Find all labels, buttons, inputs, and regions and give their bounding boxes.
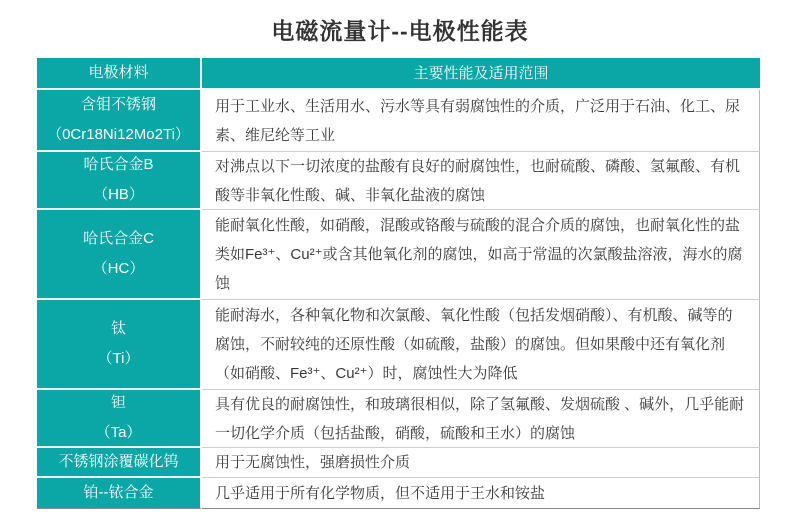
material-cell (37, 210, 202, 300)
material-grade: （HC） (92, 260, 145, 277)
description-cell (202, 448, 760, 478)
table-header-row (37, 58, 760, 90)
header-cell-performance (202, 58, 760, 90)
material-name: 哈氏合金B (83, 156, 154, 173)
page-title: 电磁流量计--电极性能表 (271, 18, 529, 44)
material-cell (37, 390, 202, 448)
table-row-tungsten-carbide-coated (37, 448, 760, 478)
material-grade: （Ta） (95, 424, 142, 441)
description-text: 能耐氧化性酸，如硝酸，混酸或铬酸与硫酸的混合介质的腐蚀，也耐氧化性的盐类如Fe³⁺、Cu²⁺或含其他氧化剂的腐蚀，如高于常温的次氯酸盐溶液，海水的腐蚀 (215, 217, 743, 292)
description-cell (202, 90, 760, 152)
description-text: 几乎适用于所有化学物质，但不适用于王水和铵盐 (215, 484, 546, 502)
table-row-tantalum (37, 390, 760, 448)
description-text: 对沸点以下一切浓度的盐酸有良好的耐腐蚀性，也耐硫酸、磷酸、氢氟酸、有机酸等非氧化性酸、碱、非氧化盐液的腐蚀 (215, 157, 741, 204)
material-name: 含钼不锈钢 (80, 96, 156, 113)
material-name: 不锈钢涂覆碳化钨 (58, 453, 179, 470)
material-cell (37, 448, 202, 478)
description-text: 具有优良的耐腐蚀性，和玻璃很相似，除了氢氟酸、发烟硫酸 、碱外，几乎能耐一切化学介质（包括盐酸，硝酸，硫酸和王水）的腐蚀 (215, 395, 745, 442)
table-row-hastelloy-c (37, 210, 760, 300)
table-row-molybdenum-stainless (37, 90, 760, 152)
table-row-hastelloy-b (37, 152, 760, 210)
material-name: 铂--铱合金 (83, 484, 154, 501)
description-cell (202, 152, 760, 210)
material-cell (37, 300, 202, 390)
header-performance-label: 主要性能及适用范围 (413, 64, 549, 82)
material-name: 哈氏合金C (83, 230, 154, 247)
description-text: 用于工业水、生活用水、污水等具有弱腐蚀性的介质，广泛用于石油、化工、尿素、维尼纶等工业 (215, 97, 741, 144)
material-name: 钽 (110, 394, 126, 411)
material-cell (37, 152, 202, 210)
electrode-performance-table (37, 58, 760, 509)
material-grade: （HB） (93, 186, 144, 203)
header-material-label: 电极材料 (88, 64, 149, 81)
description-text: 能耐海水，各种氧化物和次氯酸、氧化性酸（包括发烟硝酸）、有机酸、碱等的腐蚀，不耐较纯的还原性酸（如硫酸，盐酸）的腐蚀。但如果酸中还有氧化剂（如硝酸、Fe³⁺、Cu²⁺）时，腐蚀性大为降低 (215, 307, 733, 382)
material-grade: （Ti） (97, 350, 140, 367)
material-cell (37, 478, 202, 509)
description-cell (202, 210, 760, 300)
description-cell (202, 478, 760, 509)
description-cell (202, 390, 760, 448)
material-grade: （0Cr18Ni12Mo2Ti） (47, 126, 190, 143)
table-row-platinum-iridium (37, 478, 760, 509)
description-text: 用于无腐蚀性，强磨损性介质 (215, 454, 411, 471)
description-cell (202, 300, 760, 390)
header-cell-material (37, 58, 202, 90)
table-row-titanium (37, 300, 760, 390)
material-name: 钛 (110, 320, 126, 337)
material-cell (37, 90, 202, 152)
